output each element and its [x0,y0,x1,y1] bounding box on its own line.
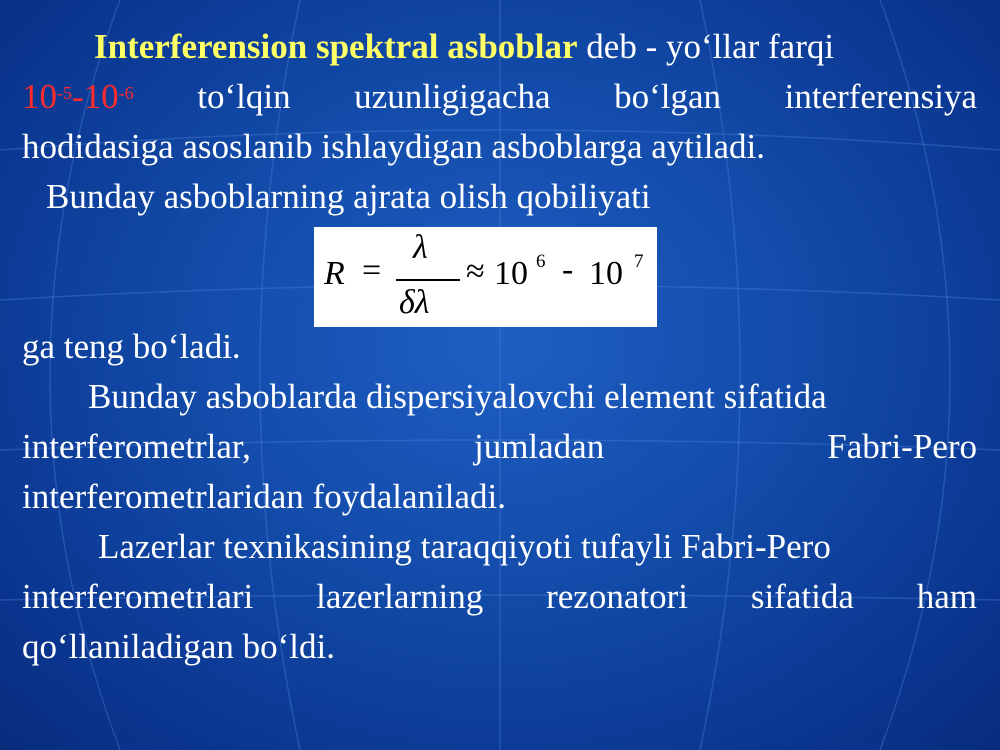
paragraph4-line3: qo‘llaniladigan bo‘ldi. [22,627,335,666]
formula-exp1: 6 [536,251,546,272]
paragraph3-line3: interferometrlaridan foydalaniladi. [22,477,506,516]
formula-equals: = [362,252,382,289]
paragraph4-line2 [22,572,977,622]
word: uzunligigacha [354,77,551,116]
paragraph2-line1: Bunday asboblarning ajrata olish qobiliyati [46,177,651,216]
term-heading: Interferension spektral asboblar [94,27,578,66]
word: jumladan [473,427,605,466]
after-formula-text: ga teng bo‘ladi. [22,327,241,366]
paragraph4-line1: Lazerlar texnikasining taraqqiyoti tufayli Fabri-Pero [98,527,831,566]
word: interferometrlar, [22,427,251,466]
word: lazerlarning [316,577,484,616]
formula-base1: 10 [494,255,528,292]
slide-body [22,22,977,672]
paragraph1-line2 [22,72,977,122]
word: to‘lqin [197,77,291,116]
resolving-power-formula [314,227,657,327]
formula-denominator: δλ [399,284,430,321]
word: interferometrlari [22,577,254,616]
paragraph3-line2 [22,422,977,472]
paragraph3-line1: Bunday asboblarda dispersiyalovchi element sifatida [88,377,827,416]
paragraph1-line1-rest: deb - yo‘llar farqi [586,27,835,66]
formula-approx: ≈ [466,253,485,290]
word: rezonatori [546,577,688,616]
word: bo‘lgan [614,77,721,116]
formula-base2: 10 [589,255,623,292]
word: Fabri-Pero [827,427,977,466]
paragraph1-line3: hodidasiga asoslanib ishlaydigan asboblarga aytiladi. [22,127,765,166]
word: sifatida [750,577,854,616]
word: interferensiya [784,77,977,116]
word: ham [916,577,977,616]
fraction-bar [396,279,460,281]
formula-numerator: λ [413,229,428,266]
formula-exp2: 7 [634,251,644,272]
wavelength-range: $10^{-5}-10^{-6}$ [22,77,134,116]
formula-dash: - [562,251,574,288]
paragraph1-line1 [22,22,977,72]
formula-lhs: R [324,255,345,292]
